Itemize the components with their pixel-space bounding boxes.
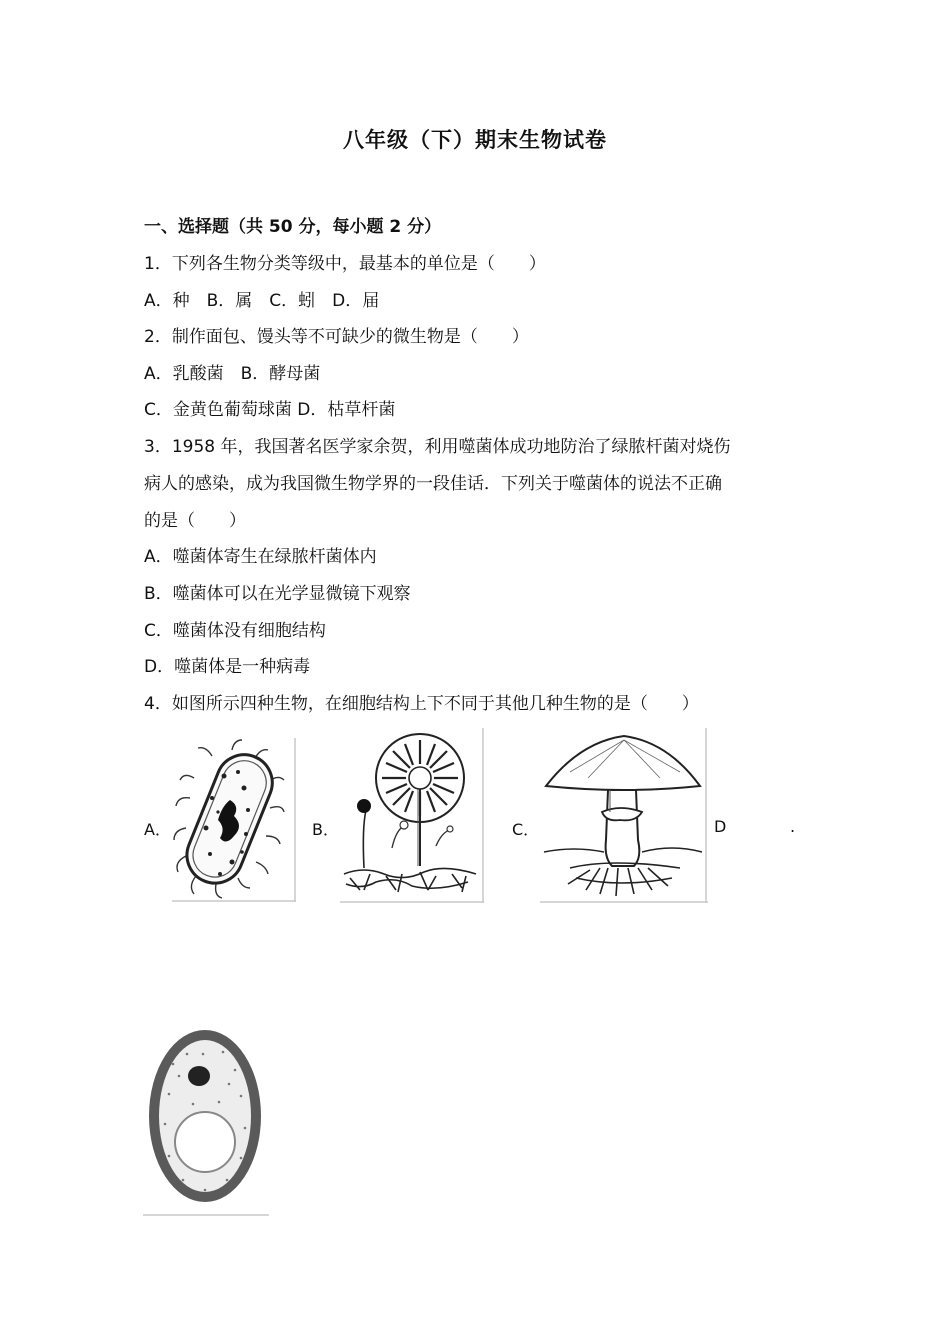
- question-3-option-a: A．噬菌体寄生在绿脓杆菌体内: [144, 547, 377, 567]
- question-1-stem: 1．下列各生物分类等级中，最基本的单位是（ ）: [144, 254, 546, 274]
- cell-image: [143, 1024, 269, 1216]
- question-3-option-b: B．噬菌体可以在光学显微镜下观察: [144, 584, 411, 604]
- q4-label-dot: .: [790, 817, 796, 836]
- question-2-stem: 2．制作面包、馒头等不可缺少的微生物是（ ）: [144, 327, 529, 347]
- mold-image: [340, 728, 484, 903]
- question-3-option-d: D．噬菌体是一种病毒: [144, 657, 311, 677]
- question-3-stem-line-3: 的是（ ）: [144, 511, 246, 531]
- question-3-stem-line-1: 3．1958 年，我国著名医学家余贺，利用噬菌体成功地防治了绿脓杆菌对烧伤: [144, 437, 731, 457]
- question-4-stem: 4．如图所示四种生物，在细胞结构上下不同于其他几种生物的是（ ）: [144, 694, 699, 714]
- q4-label-d: D: [714, 817, 727, 836]
- question-2-options-row-2: C．金黄色葡萄球菌 D．枯草杆菌: [144, 400, 396, 420]
- mushroom-image: [540, 728, 708, 903]
- question-2-options-row-1: A．乳酸菌 B．酵母菌: [144, 364, 321, 384]
- q4-label-c: C．: [512, 820, 540, 839]
- bacterium-image: [172, 738, 296, 902]
- question-3-option-c: C．噬菌体没有细胞结构: [144, 621, 326, 641]
- section-heading: 一、选择题（共 50 分，每小题 2 分）: [144, 217, 442, 237]
- q4-label-a: A．: [144, 820, 171, 839]
- question-3-stem-line-2: 病人的感染，成为我国微生物学界的一段佳话．下列关于噬菌体的说法不正确: [144, 474, 722, 494]
- question-1-options: A．种 B．属 C．蚓 D．届: [144, 291, 380, 311]
- q4-label-b: B．: [312, 820, 339, 839]
- page-title: 八年级（下）期末生物试卷: [343, 128, 607, 152]
